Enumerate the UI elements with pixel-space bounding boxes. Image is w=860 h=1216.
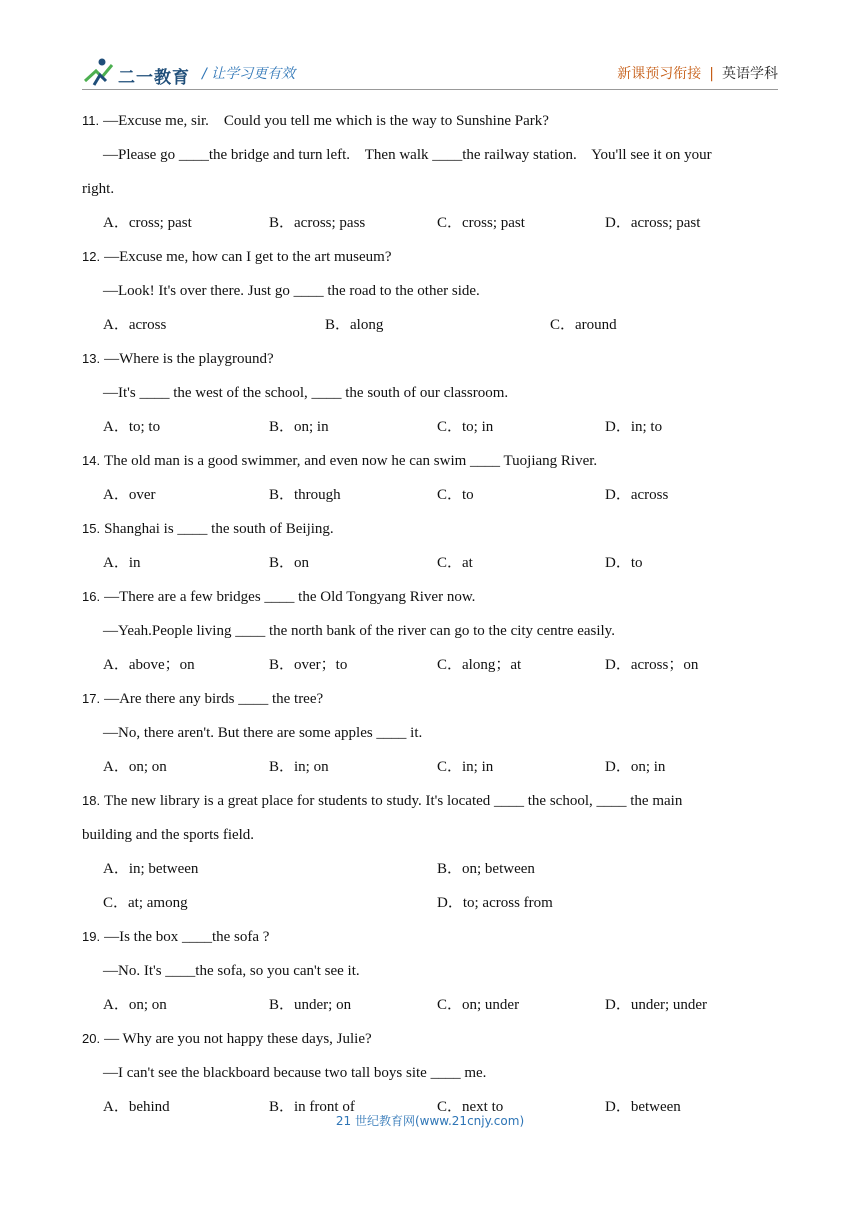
header-right xyxy=(617,63,778,83)
option-choice[interactable]: C．to xyxy=(437,487,474,503)
question-number: 14. xyxy=(82,453,101,468)
option-choice[interactable]: B．in front of xyxy=(269,1099,355,1115)
option-choice[interactable]: A．above；on xyxy=(103,657,195,673)
options-row xyxy=(82,750,782,784)
option-choice[interactable]: C．at; among xyxy=(103,895,188,911)
course-label: 新课预习衔接 xyxy=(617,66,702,82)
option-choice[interactable]: A．cross; past xyxy=(103,215,192,231)
question-stem xyxy=(82,342,782,376)
question-stem xyxy=(82,784,782,818)
option-choice[interactable]: A．in; between xyxy=(103,861,199,877)
question-line xyxy=(82,138,782,172)
question-stem xyxy=(82,1022,782,1056)
question-stem xyxy=(82,444,782,478)
option-choice[interactable]: A．to; to xyxy=(103,419,161,435)
slogan: / 让学习更有效 xyxy=(202,66,296,82)
question-item xyxy=(82,682,782,784)
question-text: —Excuse me, sir. Could you tell me which is the way to Sunshine Park? xyxy=(103,113,549,129)
page-header xyxy=(82,55,778,89)
option-choice[interactable]: C．cross; past xyxy=(437,215,525,231)
option-choice[interactable]: D．between xyxy=(605,1099,681,1115)
option-choice[interactable]: A．across xyxy=(103,317,167,333)
option-choice[interactable]: B．under; on xyxy=(269,997,352,1013)
option-choice[interactable]: C．in; in xyxy=(437,759,494,775)
question-text: The old man is a good swimmer, and even now he can swim ____ Tuojiang River. xyxy=(104,453,598,469)
option-choice[interactable]: C．around xyxy=(550,317,617,333)
question-text: —Look! It's over there. Just go ____ the road to the other side. xyxy=(103,283,480,299)
option-choice[interactable]: A．in xyxy=(103,555,141,571)
option-choice[interactable]: A．on; on xyxy=(103,759,167,775)
question-stem xyxy=(82,512,782,546)
option-choice[interactable]: D．across；on xyxy=(605,657,699,673)
question-stem xyxy=(82,580,782,614)
question-list xyxy=(82,104,782,1124)
question-line xyxy=(82,954,782,988)
question-item xyxy=(82,784,782,920)
option-choice[interactable]: B．on xyxy=(269,555,310,571)
options-row xyxy=(82,546,782,580)
question-number: 18. xyxy=(82,793,101,808)
question-text: —I can't see the blackboard because two tall boys site ____ me. xyxy=(103,1065,487,1081)
options-row xyxy=(82,886,782,920)
question-line xyxy=(82,172,782,206)
question-line xyxy=(82,818,782,852)
question-line xyxy=(82,716,782,750)
question-text: —No. It's ____the sofa, so you can't see it. xyxy=(103,963,360,979)
question-number: 16. xyxy=(82,589,101,604)
subject-label: 英语学科 xyxy=(722,66,778,82)
option-choice[interactable]: C．on; under xyxy=(437,997,520,1013)
question-stem xyxy=(82,682,782,716)
question-text: —Are there any birds ____ the tree? xyxy=(104,691,324,707)
question-stem xyxy=(82,920,782,954)
option-choice[interactable]: B．in; on xyxy=(269,759,329,775)
question-stem xyxy=(82,104,782,138)
question-text: The new library is a great place for students to study. It's located ____ the school, ____ the main xyxy=(104,793,683,809)
question-item xyxy=(82,104,782,240)
options-row xyxy=(82,206,782,240)
option-choice[interactable]: B．across; pass xyxy=(269,215,366,231)
option-choice[interactable]: B．on; between xyxy=(437,861,535,877)
option-choice[interactable]: A．behind xyxy=(103,1099,170,1115)
question-text: —Please go ____the bridge and turn left. Then walk ____the railway station. You'll see it on your xyxy=(103,147,712,163)
options-row xyxy=(82,478,782,512)
question-item xyxy=(82,240,782,342)
question-text: Shanghai is ____ the south of Beijing. xyxy=(104,521,334,537)
header-separator: | xyxy=(709,66,714,82)
question-item xyxy=(82,580,782,682)
options-row xyxy=(82,988,782,1022)
option-choice[interactable]: B．on; in xyxy=(269,419,329,435)
question-item xyxy=(82,1022,782,1124)
question-line xyxy=(82,614,782,648)
question-number: 13. xyxy=(82,351,101,366)
question-text: —It's ____ the west of the school, ____ the south of our classroom. xyxy=(103,385,509,401)
question-text: —No, there aren't. But there are some apples ____ it. xyxy=(103,725,423,741)
option-choice[interactable]: B．along xyxy=(325,317,384,333)
question-item xyxy=(82,920,782,1022)
question-line xyxy=(82,1056,782,1090)
question-number: 17. xyxy=(82,691,101,706)
option-choice[interactable]: A．on; on xyxy=(103,997,167,1013)
option-choice[interactable]: D．on; in xyxy=(605,759,666,775)
header-rule xyxy=(82,89,778,90)
option-choice[interactable]: B．over；to xyxy=(269,657,348,673)
options-row xyxy=(82,852,782,886)
option-choice[interactable]: B．through xyxy=(269,487,341,503)
logo-text: 二一教育 xyxy=(118,68,190,88)
option-choice[interactable]: D．to; across from xyxy=(437,895,553,911)
question-number: 19. xyxy=(82,929,101,944)
question-stem xyxy=(82,240,782,274)
question-item xyxy=(82,444,782,512)
question-text: —Excuse me, how can I get to the art museum? xyxy=(104,249,392,265)
option-choice[interactable]: D．in; to xyxy=(605,419,663,435)
question-line xyxy=(82,376,782,410)
question-item xyxy=(82,512,782,580)
option-choice[interactable]: D．to xyxy=(605,555,643,571)
option-choice[interactable]: C．next to xyxy=(437,1099,504,1115)
options-row xyxy=(82,410,782,444)
question-number: 12. xyxy=(82,249,101,264)
options-row xyxy=(82,308,782,342)
page-footer: 21 世纪教育网(www.21cnjy.com) xyxy=(335,1114,525,1128)
option-choice[interactable]: A．over xyxy=(103,487,156,503)
question-number: 20. xyxy=(82,1031,101,1046)
logo xyxy=(82,55,192,89)
question-number: 15. xyxy=(82,521,101,536)
question-text: —Where is the playground? xyxy=(104,351,274,367)
option-choice[interactable]: C．to; in xyxy=(437,419,494,435)
option-choice[interactable]: C．at xyxy=(437,555,473,571)
option-choice[interactable]: C．along；at xyxy=(437,657,522,673)
runner-logo-icon xyxy=(82,55,118,89)
option-choice[interactable]: D．across xyxy=(605,487,669,503)
question-text: — Why are you not happy these days, Julie? xyxy=(104,1031,372,1047)
option-choice[interactable]: D．under; under xyxy=(605,997,708,1013)
question-number: 11. xyxy=(82,113,100,128)
option-choice[interactable]: D．across; past xyxy=(605,215,701,231)
question-text: —Yeah.People living ____ the north bank of the river can go to the city centre easily. xyxy=(103,623,615,639)
question-text: building and the sports field. xyxy=(82,827,255,843)
question-line xyxy=(82,274,782,308)
options-row xyxy=(82,648,782,682)
question-text: right. xyxy=(82,181,115,197)
question-item xyxy=(82,342,782,444)
question-text: —There are a few bridges ____ the Old Tongyang River now. xyxy=(104,589,476,605)
question-text: —Is the box ____the sofa ? xyxy=(104,929,270,945)
